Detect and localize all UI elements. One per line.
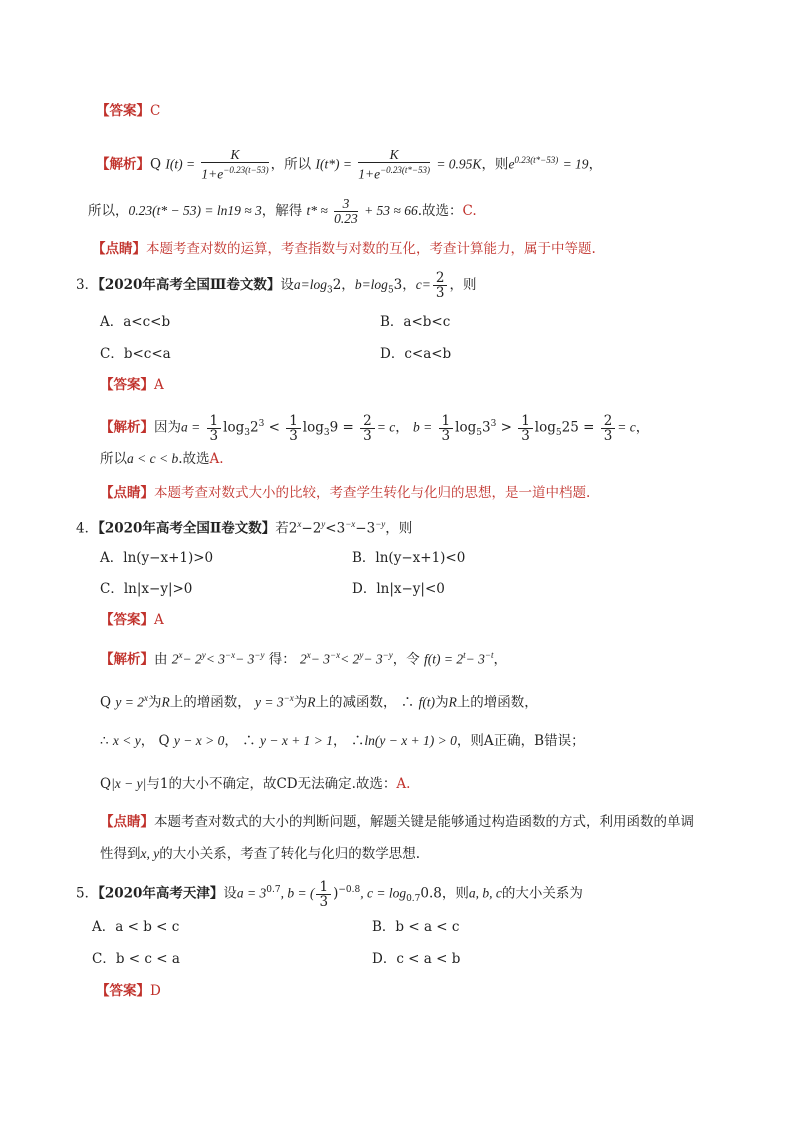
q4-analysis-line-1: 【解析】由 $2^x- 2^y< 3^{-x}- 3^{-y}$ 得： $2^x- 3^{-x}< 2^y- 3^{-y}$，令 $f(t) = 2^t- 3^{-t}$， [100,650,507,668]
answer-tag: 【答案】 [96,983,150,999]
q5-stem: 5．【2020年高考天津】设$a = 3^{0.7}$, b = ( $\frac{1}{3}$ )$^{-0.8}$, $c = \log_{0.7}0.8$，则a, b, c的大小关系为 [76,878,583,910]
point-tag: 【点睛】 [92,241,146,257]
q4-option-b[interactable]: B．ln(y−x+1)<0 [352,550,466,566]
q2-answer-line [96,102,160,120]
q2-analysis-line-2: 所以，0.23(t* − 53) = ln19 ≈ 3，解得 t* ≈ $\frac{3}{0.23}$ + 53 ≈ 66.故选：C. [88,196,477,226]
answer-value: A [154,612,164,628]
q2-analysis-line: 【解析】Q I(t) = $\frac{K}{1+e^{-0.23(t-53)}}$ ，所以 I(t*) = $\frac{K}{1+e^{-0.23(t*-53)}}$ = 0.95K，则$e^{0.23(t*-53)} = 19$， [96,147,603,182]
answer-value: A [154,377,164,393]
q4-option-d[interactable]: D．ln|x−y|<0 [352,581,445,597]
q4-answer-line [100,611,164,629]
answer-tag: 【答案】 [100,612,154,628]
q3-point-line [100,484,590,502]
q3-option-a[interactable]: A．a<c<b [100,314,171,330]
fraction: $\frac{K}{1+e^{-0.23(t-53)}}$ [201,147,269,182]
question-source: 【2020年高考天津】 [98,885,224,902]
q3-stem: 3．【2020年高考全国Ⅲ卷文数】设$a=\log_32$，$b=\log_53$，c= $\frac{2}{3}$ ，则 [76,270,477,301]
q5-option-a[interactable]: A．a < b < c [92,919,180,935]
point-text: 本题考查对数的运算，考查指数与对数的互化，考查计算能力，属于中等题. [146,241,596,257]
fraction: $\frac{2}{3}$ [433,271,448,300]
answer-value: C [150,103,161,119]
q3-option-c[interactable]: C．b<c<a [100,346,171,362]
q3-analysis-line-2: 所以a < c < b.故选A. [100,451,224,467]
point-text: 本题考查对数式的大小的判断问题，解题关键是能够通过构造函数的方式，利用函数的单调 [154,814,694,830]
q4-option-a[interactable]: A．ln(y−x+1)>0 [100,550,214,566]
point-tag: 【点睛】 [100,814,154,830]
answer-tag: 【答案】 [96,103,150,119]
analysis-tag: 【解析】 [100,651,154,668]
q5-option-c[interactable]: C．b < c < a [92,951,180,967]
q4-analysis-line-2: Q $y = 2^x$为R上的增函数， $y = 3^{-x}$为R上的减函数， ∴ f(t)为R上的增函数， [100,693,538,711]
q4-stem: 4．【2020年高考全国Ⅱ卷文数】若$2^x-2^y<3^{-x}-3^{-y}$，则 [76,519,413,537]
question-number: 4． [76,520,99,537]
fraction: $\frac{1}{3}$ [316,880,331,909]
question-source: 【2020年高考全国Ⅱ卷文数】 [98,520,276,537]
q2-point-line [92,240,596,258]
q3-answer-line [100,376,164,394]
fraction: $\frac{3}{0.23}$ [334,196,358,226]
q5-option-d[interactable]: D．c < a < b [372,951,461,967]
analysis-tag: 【解析】 [100,419,154,436]
question-number: 3． [76,277,99,293]
question-number: 5． [76,885,99,902]
point-tag: 【点睛】 [100,485,154,501]
q5-option-b[interactable]: B．b < a < c [372,919,460,935]
analysis-tag: 【解析】 [96,156,150,173]
answer-value: D [150,983,161,999]
answer-tag: 【答案】 [100,377,154,393]
q4-analysis-line-4: Q|x − y|与1的大小不确定，故CD无法确定.故选：A. [100,776,411,792]
q3-option-b[interactable]: B．a<b<c [380,314,451,330]
q4-point-line-1 [100,813,694,831]
q3-option-d[interactable]: D．c<a<b [380,346,452,362]
q3-analysis-line: 【解析】因为a = $\frac{1}{3}$ $\log_32^3$ < $\frac{1}{3}$ $\log_39$ = $\frac{2}{3}$ = c， b = $\frac{1}{3}$ $\log_53^3$ > $\frac{1}{3}$ $\log_525$ = $\frac{2}{3}$ = c， [100,412,650,444]
q4-option-c[interactable]: C．ln|x−y|>0 [100,581,193,597]
point-text: 本题考查对数式大小的比较，考查学生转化与化归的思想，是一道中档题. [154,485,591,501]
q4-point-line-2: 性得到x, y的大小关系，考查了转化与化归的数学思想. [100,846,421,862]
question-source: 【2020年高考全国Ⅲ卷文数】 [98,277,281,293]
q5-answer-line [96,982,161,1000]
q4-analysis-line-3: ∴ x < y， Q y − x > 0， ∴ y − x + 1 > 1， ∴ln(y − x + 1) > 0，则A正确，B错误； [100,733,585,749]
fraction: $\frac{K}{1+e^{-0.23(t*-53)}}$ [358,147,431,182]
